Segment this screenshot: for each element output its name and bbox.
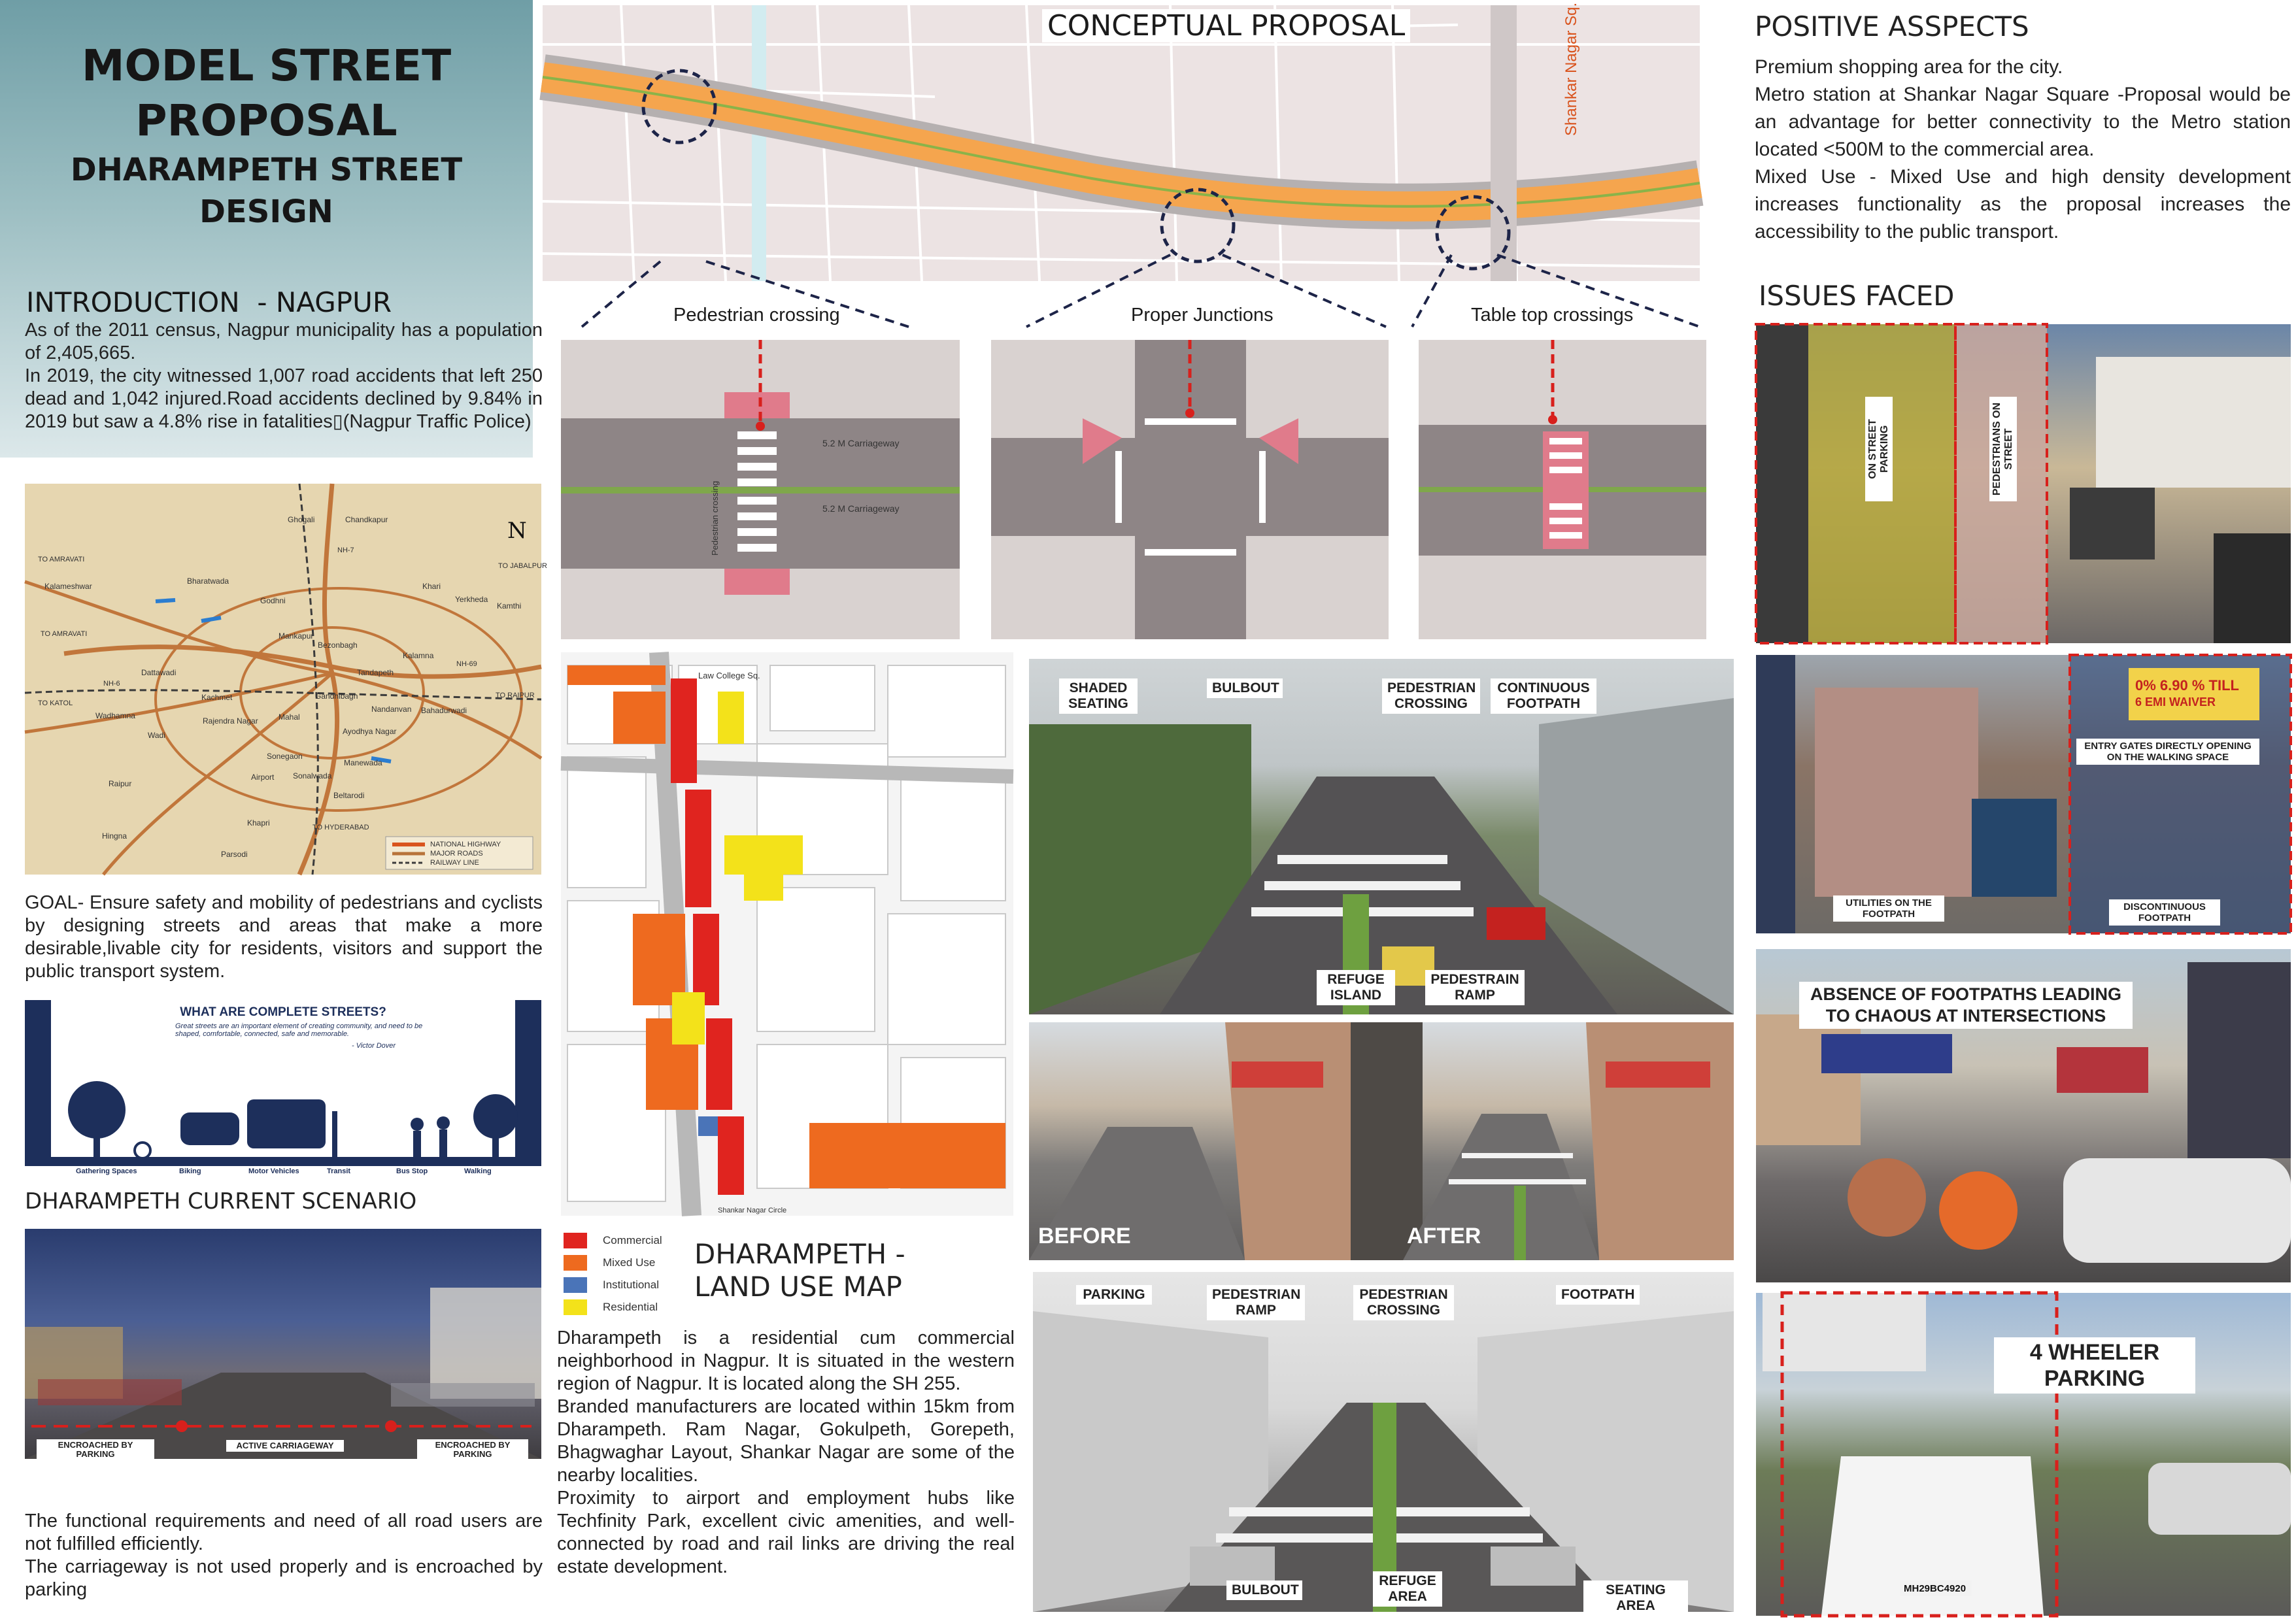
legend-swatch-mixed-use (564, 1255, 587, 1271)
sign-emi-rate: 0% 6.90 % TILL (2135, 677, 2239, 694)
title-line-2: PROPOSAL (135, 95, 397, 146)
active-carriageway-tag: ACTIVE CARRIAGEWAY (226, 1440, 344, 1452)
map-place: Raipur (109, 779, 132, 788)
map-place: Ayodhya Nagar (343, 727, 397, 736)
shankar-nagar-label: Shankar Nagar Sq. (1562, 2, 1580, 136)
before-label: BEFORE (1038, 1224, 1131, 1248)
map-place: Bahadurwadi (421, 706, 467, 715)
legend-swatch-residential (564, 1299, 587, 1315)
map-place: Rajendra Nagar (203, 716, 258, 726)
map-place: Tandapeth (357, 668, 394, 677)
legend-label-mixed-use: Mixed Use (603, 1256, 656, 1269)
goal-text: GOAL- Ensure safety and mobility of pedestrians and cyclists by designing streets and areas that make a more desirable,livable city for residents, visitors and support the public transport system. (25, 892, 543, 982)
encroached-parking-tag-right: ENCROACHED BY PARKING (417, 1439, 528, 1460)
encroached-parking-tag-left: ENCROACHED BY PARKING (37, 1439, 154, 1460)
legend-label-commercial: Commercial (603, 1234, 662, 1246)
map-place: Yerkheda (455, 595, 488, 604)
legend-swatch-commercial (564, 1233, 587, 1248)
land-use-paragraph-3: Proximity to airport and employment hubs like Techfinity Park, excellent civic amenities, and well-connected by road and rail links are driving the real estate development. (557, 1488, 1015, 1577)
current-scenario-street (25, 1229, 541, 1459)
land-use-map (561, 652, 1013, 1216)
map-place: Dattawadi (141, 668, 177, 677)
map-road-label: TO AMRAVATI (38, 556, 85, 563)
map-road-label: TO RAIPUR (496, 692, 535, 699)
current-scenario-text (25, 1510, 543, 1601)
current-paragraph-2: The carriageway is not used properly and is encroached by parking (25, 1556, 543, 1600)
absence-of-footpaths-caption: ABSENCE OF FOOTPATHS LEADING TO CHAOUS AT INTERSECTIONS (1799, 982, 2133, 1029)
map-place: Airport (251, 773, 275, 782)
pedestrians-on-street-tag: PEDESTRIANS ON STREET (1989, 397, 2017, 501)
map-road-label: NH-7 (337, 546, 354, 554)
continuous-footpath-tag: CONTINUOUS FOOTPATH (1491, 678, 1596, 714)
map-place: Sonegaon (267, 752, 303, 761)
map-place: Wadi (148, 731, 165, 740)
map-place: Nandanvan (371, 705, 412, 714)
map-place: Wadhamna (95, 711, 135, 720)
pedestrian-crossing-tag-2: PEDESTRIAN CROSSING (1353, 1285, 1454, 1320)
map-road-label: TO AMRAVATI (41, 630, 88, 638)
carriageway-label-1: 5.2 M Carriageway (822, 438, 900, 448)
refuge-island-tag: REFUGE ISLAND (1317, 970, 1395, 1005)
nagpur-map-drawing (25, 484, 541, 875)
sign-emi-waiver: 6 EMI WAIVER (2135, 695, 2216, 709)
complete-streets-title: WHAT ARE COMPLETE STREETS? (180, 1005, 386, 1019)
map-place: Manewada (344, 758, 382, 767)
on-street-parking-tag: ON STREET PARKING (1865, 397, 1893, 501)
footpath-tag: FOOTPATH (1556, 1285, 1640, 1305)
intro-paragraph-2: In 2019, the city witnessed 1,007 road accidents that left 250 dead and 1,042 injured.Road accidents declined by 9.84% in 2019 but saw a 4.8% rise in fatalities▯(Nagpur Traffic Police) (25, 365, 543, 432)
map-place: Parsodi (221, 850, 248, 859)
intro-text (25, 319, 543, 433)
proposal-render-1 (1029, 659, 1734, 1014)
title-line-4: DESIGN (199, 193, 333, 230)
map-place: Godhni (260, 596, 286, 605)
discontinuous-footpath-tag: DISCONTINUOUS FOOTPATH (2109, 899, 2220, 926)
map-road-label: NH-6 (103, 680, 120, 688)
map-place: Khapri (247, 818, 270, 827)
detail-title-junctions: Proper Junctions (1131, 305, 1274, 326)
positive-heading: POSITIVE ASSPECTS (1755, 10, 2029, 42)
pedestrian-ramp-tag-2: PEDESTRIAN RAMP (1207, 1285, 1305, 1320)
map-place: Kamthi (497, 601, 522, 610)
map-road-label: TO HYDERABAD (312, 824, 369, 831)
map-road-label: NH-69 (456, 660, 477, 668)
proposal-render-2 (1033, 1272, 1734, 1612)
shaded-seating-tag: SHADED SEATING (1059, 678, 1138, 714)
positive-paragraph-3: Mixed Use - Mixed Use and high density development increases functionality as the proposal increases the accessibility to the public transport. (1755, 166, 2291, 242)
pedestrian-crossing-label: Pedestrian crossing (710, 480, 720, 556)
intro-paragraph-1: As of the 2011 census, Nagpur municipality has a population of 2,405,665. (25, 320, 543, 363)
number-plate: MH29BC4920 (1904, 1583, 1967, 1594)
map-place: Khari (422, 582, 441, 591)
current-scenario-photo (25, 1229, 541, 1459)
legend-swatch-institutional (564, 1277, 587, 1293)
nagpur-map (25, 484, 547, 875)
land-use-legend (564, 1230, 688, 1322)
parking-tag: PARKING (1076, 1285, 1152, 1305)
detail-title-pedestrian: Pedestrian crossing (673, 305, 840, 326)
bulbout-tag: BULBOUT (1207, 678, 1283, 698)
complete-streets-label: Biking (179, 1167, 201, 1175)
map-place: Kalameshwar (44, 582, 92, 591)
complete-streets-label: Walking (464, 1167, 492, 1175)
entry-gates-tag: ENTRY GATES DIRECTLY OPENING ON THE WALKING SPACE (2076, 739, 2259, 765)
issue-photo-4-wheeler-parking (1756, 1293, 2291, 1616)
complete-streets-author: - Victor Dover (352, 1042, 396, 1050)
complete-streets-graphic (25, 1000, 541, 1178)
title-line-1: MODEL STREET (81, 41, 452, 91)
legend-label-residential: Residential (603, 1301, 658, 1313)
detail-2-drawing (991, 340, 1389, 639)
conceptual-heading: CONCEPTUAL PROPOSAL (1042, 9, 1410, 42)
pedestrian-crossing-tag: PEDESTRIAN CROSSING (1382, 678, 1480, 714)
after-label: AFTER (1407, 1224, 1481, 1248)
map-place: Kachmet (201, 693, 233, 702)
complete-streets-label: Gathering Spaces (76, 1167, 137, 1175)
current-paragraph-1: The functional requirements and need of all road users are not fulfilled efficiently. (25, 1511, 543, 1554)
map-legend-label: RAILWAY LINE (430, 859, 479, 867)
map-road-label: TO KATOL (38, 699, 73, 707)
north-arrow-label: N (507, 518, 527, 544)
land-use-title-1: DHARAMPETH - (694, 1238, 905, 1270)
detail-3-drawing (1419, 340, 1706, 639)
utilities-on-footpath-tag: UTILITIES ON THE FOOTPATH (1833, 895, 1944, 922)
issue-photo-intersection-chaos (1756, 949, 2291, 1282)
detail-proper-junctions (991, 340, 1389, 639)
land-use-title-2: LAND USE MAP (694, 1271, 902, 1303)
land-use-paragraph-2: Branded manufacturers are located within 15km from Dharampeth. Ram Nagar, Gokulpeth, Gorepeth, Bhagwaghar Layout, Shankar Nagar are some of the nearby localities. (557, 1396, 1015, 1486)
positive-text (1755, 54, 2291, 246)
map-road-label: TO JABALPUR (498, 562, 547, 570)
complete-streets-quote: Great streets are an important element of creating community, and need to be shaped, comfortable, connected, safe and memorable. (175, 1022, 423, 1038)
seating-area-tag: SEATING AREA (1583, 1580, 1688, 1616)
map-place: Gandhibagh (315, 692, 358, 701)
legend-label-institutional: Institutional (603, 1278, 659, 1291)
map-place: Ghogali (288, 515, 315, 524)
map-place: Bezonbagh (318, 641, 358, 650)
carriageway-label-2: 5.2 M Carriageway (822, 503, 900, 514)
detail-1-drawing (561, 340, 960, 639)
positive-paragraph-2: Metro station at Shankar Nagar Square -Proposal would be an advantage for better connectivity to the Metro station located <500M to the commercial area. (1755, 84, 2291, 160)
map-legend-label: MAJOR ROADS (430, 850, 483, 858)
map-place: Chandkapur (345, 515, 388, 524)
title-line-3: DHARAMPETH STREET (70, 152, 463, 188)
refuge-area-tag: REFUGE AREA (1373, 1571, 1442, 1607)
current-scenario-heading: DHARAMPETH CURRENT SCENARIO (25, 1188, 417, 1214)
before-photo (1029, 1022, 1351, 1260)
issue-photo-1-scene (1756, 324, 2291, 643)
four-wheeler-parking-caption: 4 WHEELER PARKING (1994, 1337, 2195, 1394)
complete-streets-label: Motor Vehicles (248, 1167, 299, 1175)
land-use-bottom-label: Shankar Nagar Circle (718, 1207, 787, 1214)
map-legend-label: NATIONAL HIGHWAY (430, 841, 501, 848)
complete-streets-label: Bus Stop (396, 1167, 428, 1175)
land-use-top-label: Law College Sq. (698, 671, 760, 680)
complete-streets-label: Transit (327, 1167, 351, 1175)
pedestrian-ramp-tag: PEDESTRAIN RAMP (1425, 970, 1525, 1005)
map-place: Mankapur (279, 631, 314, 641)
intro-heading: INTRODUCTION - NAGPUR (26, 286, 392, 318)
map-place: Beltarodi (333, 791, 365, 800)
issue-photo-on-street-parking (1756, 324, 2291, 643)
positive-paragraph-1: Premium shopping area for the city. (1755, 56, 2063, 78)
issue-photo-footpath-utilities (1756, 655, 2291, 933)
map-place: Bharatwada (187, 577, 229, 586)
detail-pedestrian-crossing (561, 340, 960, 639)
issues-heading: ISSUES FACED (1759, 280, 1955, 312)
map-place: Kalamna (403, 651, 434, 660)
render-2-scene (1033, 1272, 1734, 1612)
land-use-text (557, 1327, 1015, 1579)
detail-table-top-crossings (1419, 340, 1706, 639)
map-place: Sonalwada (293, 771, 332, 780)
after-render (1351, 1022, 1734, 1260)
title-panel (0, 0, 543, 458)
bulbout-tag-2: BULBOUT (1226, 1580, 1302, 1600)
map-place: Mahal (279, 712, 300, 722)
detail-title-tabletop: Table top crossings (1471, 305, 1634, 326)
map-place: Hingna (102, 831, 127, 841)
land-use-paragraph-1: Dharampeth is a residential cum commercial neighborhood in Nagpur. It is situated in the western region of Nagpur. It is located along the SH 255. (557, 1328, 1015, 1394)
land-use-drawing (561, 652, 1013, 1216)
